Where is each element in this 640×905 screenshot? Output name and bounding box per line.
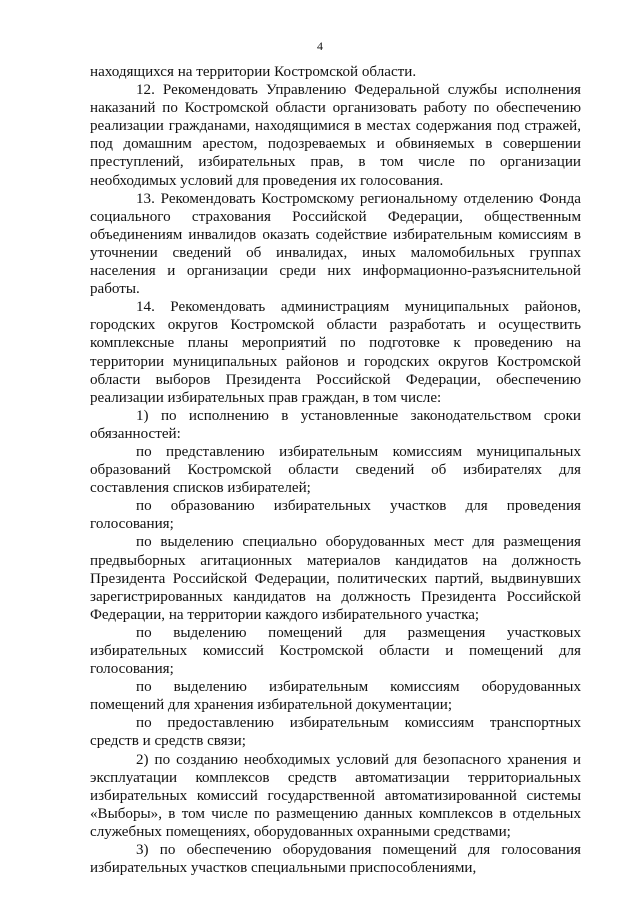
subitem-1-commission-premises: по выделению помещений для размещения участковых избирательных комиссий Костромской области и помещений для голосования;: [90, 624, 581, 678]
paragraph-item-13: 13. Рекомендовать Костромскому региональному отделению Фонда социального страхования Российской Федерации, общественным объединениям инвалидов оказать содействие избирательным комиссиям в уточнении сведений об инвалидах, иных маломобильных группах населения и организации среди них информационно-разъяснительной работы.: [90, 190, 581, 298]
subitem-1-polling-stations: по образованию избирательных участков для проведения голосования;: [90, 498, 581, 533]
page-number: 4: [317, 39, 323, 53]
subitem-1-document-storage: по выделению избирательным комиссиям оборудованных помещений для хранения избирательной документации;: [90, 679, 581, 714]
paragraph-item-12: 12. Рекомендовать Управлению Федеральной службы исполнения наказаний по Костромской области организовать работу по обеспечению реализации гражданами, находящимися в местах содержания под стражей, под домашним арестом, подозреваемых и обвиняемых в совершении преступлений, избирательных прав, в том числе по организации необходимых условий для проведения их голосования.: [90, 82, 581, 189]
paragraph-continuation: находящихся на территории Костромской области.: [90, 64, 417, 80]
subitem-1-voter-lists: по представлению избирательным комиссиям муниципальных образований Костромской области сведений об избирателях для составления списков избирателей;: [90, 443, 581, 497]
subitem-2: 2) по созданию необходимых условий для безопасного хранения и эксплуатации комплексов средств автоматизации территориальных избирательных комиссий государственной автоматизированной системы «Выборы», в том числе по размещению данных комплексов в отдельных служебных помещениях, оборудованных охранными средствами;: [90, 751, 581, 840]
paragraph-item-14: 14. Рекомендовать администрациям муниципальных районов, городских округов Костромской области разработать и осуществить комплексные планы мероприятий по подготовке к проведению на территории муниципальных районов и городских округов Костромской области выборов Президента Российской Федерации, обеспечению реализации избирательных прав граждан, в том числе:: [90, 299, 581, 406]
body-text: [90, 63, 581, 877]
subitem-1-campaign-material-places: по выделению специально оборудованных мест для размещения предвыборных агитационных материалов кандидатов на должность Президента Российской Федерации, политических партий, выдвинувших зарегистрированных кандидатов на должность Президента Российской Федерации, на территории каждого избирательного участка;: [90, 534, 581, 623]
subitem-3: 3) по обеспечению оборудования помещений для голосования избирательных участков специальными приспособлениями,: [90, 842, 581, 877]
subitem-1-transport-communication: по предоставлению избирательным комиссиям транспортных средств и средств связи;: [90, 715, 581, 750]
subitem-1: 1) по исполнению в установленные законодательством сроки обязанностей:: [90, 407, 581, 442]
